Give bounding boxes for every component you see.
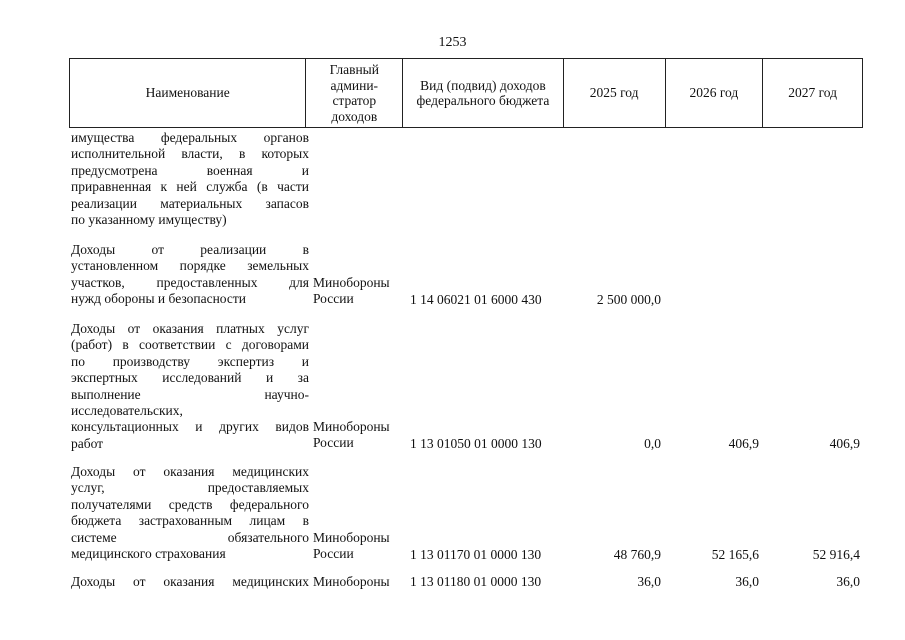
row-name-line: Доходы от оказания медицинских [71, 464, 309, 479]
row-admin [313, 419, 409, 452]
header-admin-line: админи- [330, 77, 379, 93]
row-name-line: Доходы от оказания платных услуг [71, 321, 309, 336]
row-name-line: выполнение научно- [71, 386, 309, 402]
row-name-line: реализации материальных запасов [71, 195, 309, 211]
row-name-line: (работ) в соответствии с договорами [71, 337, 309, 353]
header-admin [306, 59, 403, 127]
header-admin-line: стратор [332, 93, 377, 108]
header-name: Наименование [70, 59, 306, 127]
row-code: 1 13 01170 01 0000 130 [410, 547, 542, 562]
header-code-line: федерального бюджета [416, 93, 550, 108]
row-name-line: услуг, предоставляемых [71, 480, 309, 496]
row-admin-line: Минобороны [313, 574, 390, 589]
row-name-line: по производству экспертиз и [71, 353, 309, 369]
row-name-line: предусмотрена военная и [71, 162, 309, 178]
header-code-line: Вид (подвид) доходов [420, 77, 546, 93]
row-code: 1 14 06021 01 6000 430 [410, 292, 542, 307]
row-admin [313, 530, 409, 563]
row-name-line: приравненная к ней служба (в части [71, 179, 309, 195]
row-name-line: участков, предоставленных для [71, 274, 309, 290]
row-admin [313, 275, 409, 308]
row-value-2026: 36,0 [735, 574, 759, 589]
row-name-line: имущества федеральных органов [71, 130, 309, 145]
row-name-line: исследовательских, [71, 403, 183, 419]
row-name [71, 130, 309, 228]
row-code: 1 13 01180 01 0000 130 [410, 574, 542, 589]
row-value-2025: 36,0 [637, 574, 661, 589]
row-name-line: работ [71, 435, 104, 451]
header-code [403, 59, 564, 127]
row-name-line: системе обязательного [71, 529, 309, 545]
header-2027: 2027 год [788, 85, 838, 101]
row-name-line: экспертных исследований и за [71, 370, 309, 386]
table-header [69, 58, 863, 128]
header-admin-line: Главный [329, 62, 379, 77]
row-name [71, 464, 309, 562]
row-value-2025: 2 500 000,0 [596, 292, 661, 307]
row-name-line: нужд обороны и безопасности [71, 291, 246, 307]
row-name-line: по указанному имуществу) [71, 212, 227, 228]
row-name-line: исполнительной власти, в которых [71, 146, 309, 162]
row-value-2026: 406,9 [728, 436, 759, 451]
header-admin-line: доходов [331, 108, 378, 124]
row-name [71, 574, 309, 590]
row-name-line: установленном порядке земельных [71, 258, 309, 274]
row-admin [313, 574, 409, 590]
row-name-line: Доходы от реализации в [71, 242, 309, 257]
row-value-2027: 52 916,4 [812, 547, 860, 562]
row-name-line: консультационных и других видов [71, 419, 309, 435]
row-value-2027: 36,0 [836, 574, 860, 589]
row-code: 1 13 01050 01 0000 130 [410, 436, 542, 451]
row-admin-line: России [313, 435, 354, 451]
row-value-2027: 406,9 [829, 436, 860, 451]
row-admin-line: России [313, 546, 354, 562]
header-2025: 2025 год [564, 59, 666, 127]
page-number: 1253 [438, 35, 467, 50]
row-admin-line: Минобороны [313, 275, 390, 290]
row-name [71, 242, 309, 308]
header-2026: 2026 год [666, 59, 764, 127]
row-value-2025: 48 760,9 [613, 547, 661, 562]
row-name [71, 321, 309, 452]
row-admin-line: Минобороны [313, 419, 390, 434]
row-admin-line: России [313, 291, 354, 307]
row-name-line: медицинского страхования [71, 546, 226, 562]
row-value-2026: 52 165,6 [711, 547, 759, 562]
row-name-line: бюджета застрахованным лицам в [71, 513, 309, 529]
row-value-2025: 0,0 [644, 436, 661, 451]
row-admin-line: Минобороны [313, 530, 390, 545]
row-name-line: Доходы от оказания медицинских [71, 574, 309, 589]
row-name-line: получателями средств федерального [71, 496, 309, 512]
